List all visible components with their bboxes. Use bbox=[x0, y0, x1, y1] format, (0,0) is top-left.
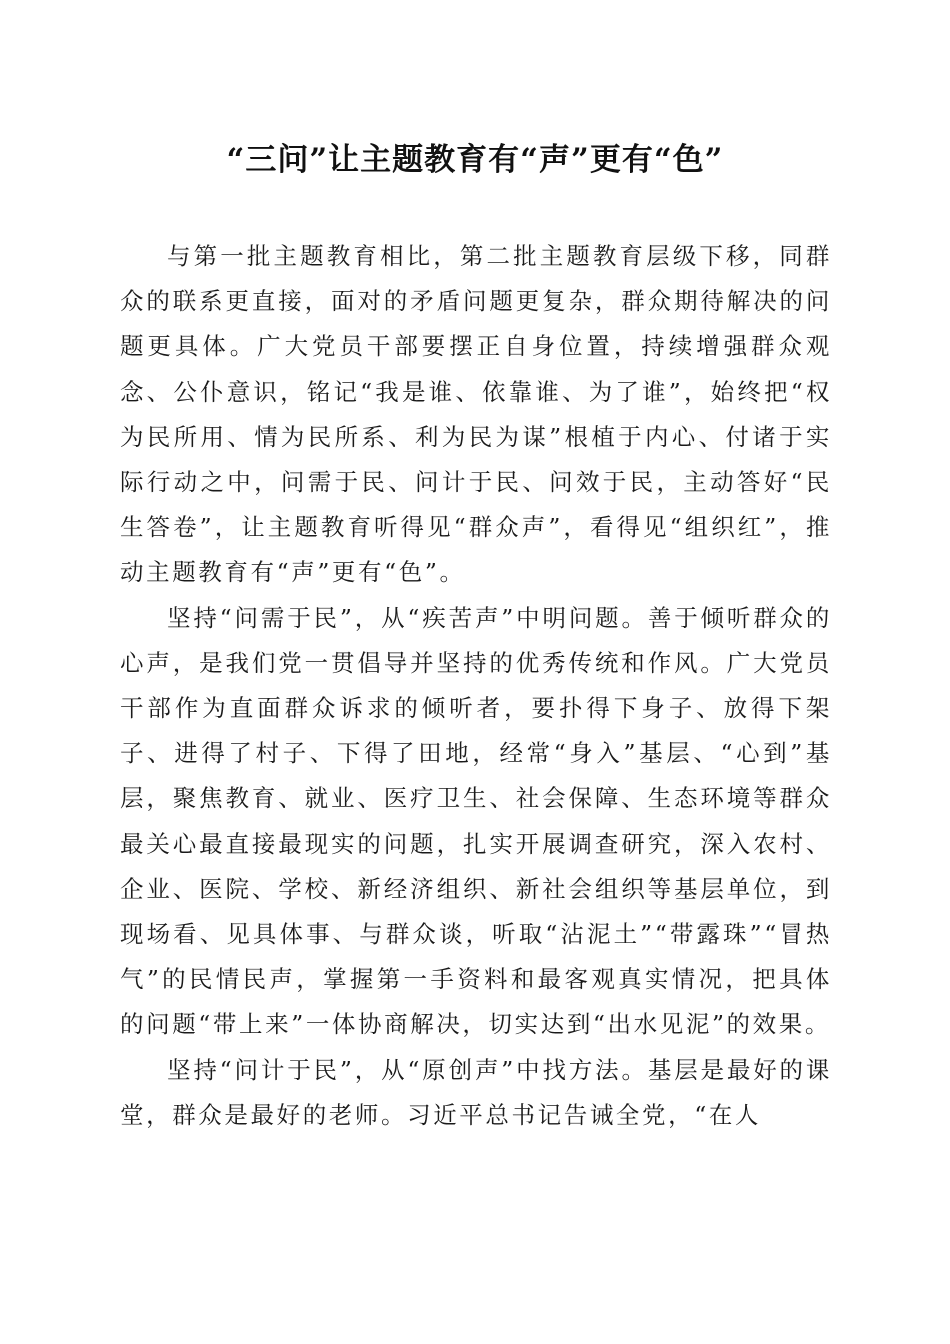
paragraph-intro: 与第一批主题教育相比，第二批主题教育层级下移，同群众的联系更直接，面对的矛盾问题更复杂，群众期待解决的问题更具体。广大党员干部要摆正自身位置，持续增强群众观念、公仆意识，铭记“我是谁、依靠谁、为了谁”，始终把“权为民所用、情为民所系、利为民为谋”根植于内心、付诸于实际行动之中，问需于民、问计于民、问效于民，主动答好“民生答卷”，让主题教育听得见“群众声”，看得见“组织红”，推动主题教育有“声”更有“色”。 bbox=[120, 242, 832, 587]
paragraph-ask-plans: 坚持“问计于民”，从“原创声”中找方法。基层是最好的课堂，群众是最好的老师。习近平总书记告诫全党，“在人 bbox=[120, 1055, 832, 1129]
paragraph-ask-needs: 坚持“问需于民”，从“疾苦声”中明问题。善于倾听群众的心声，是我们党一贯倡导并坚持的优秀传统和作风。广大党员干部作为直面群众诉求的倾听者，要扑得下身子、放得下架子、进得了村子、下得了田地，经常“身入”基层、“心到”基层，聚焦教育、就业、医疗卫生、社会保障、生态环境等群众最关心最直接最现实的问题，扎实开展调查研究，深入农村、企业、医院、学校、新经济组织、新社会组织等基层单位，到现场看、见具体事、与群众谈，听取“沾泥土”“带露珠”“冒热气”的民情民声，掌握第一手资料和最客观真实情况，把具体的问题“带上来”一体协商解决，切实达到“出水见泥”的效果。 bbox=[120, 603, 832, 1039]
document-body bbox=[120, 234, 832, 1138]
document-title: “三问”让主题教育有“声”更有“色” bbox=[226, 142, 724, 178]
